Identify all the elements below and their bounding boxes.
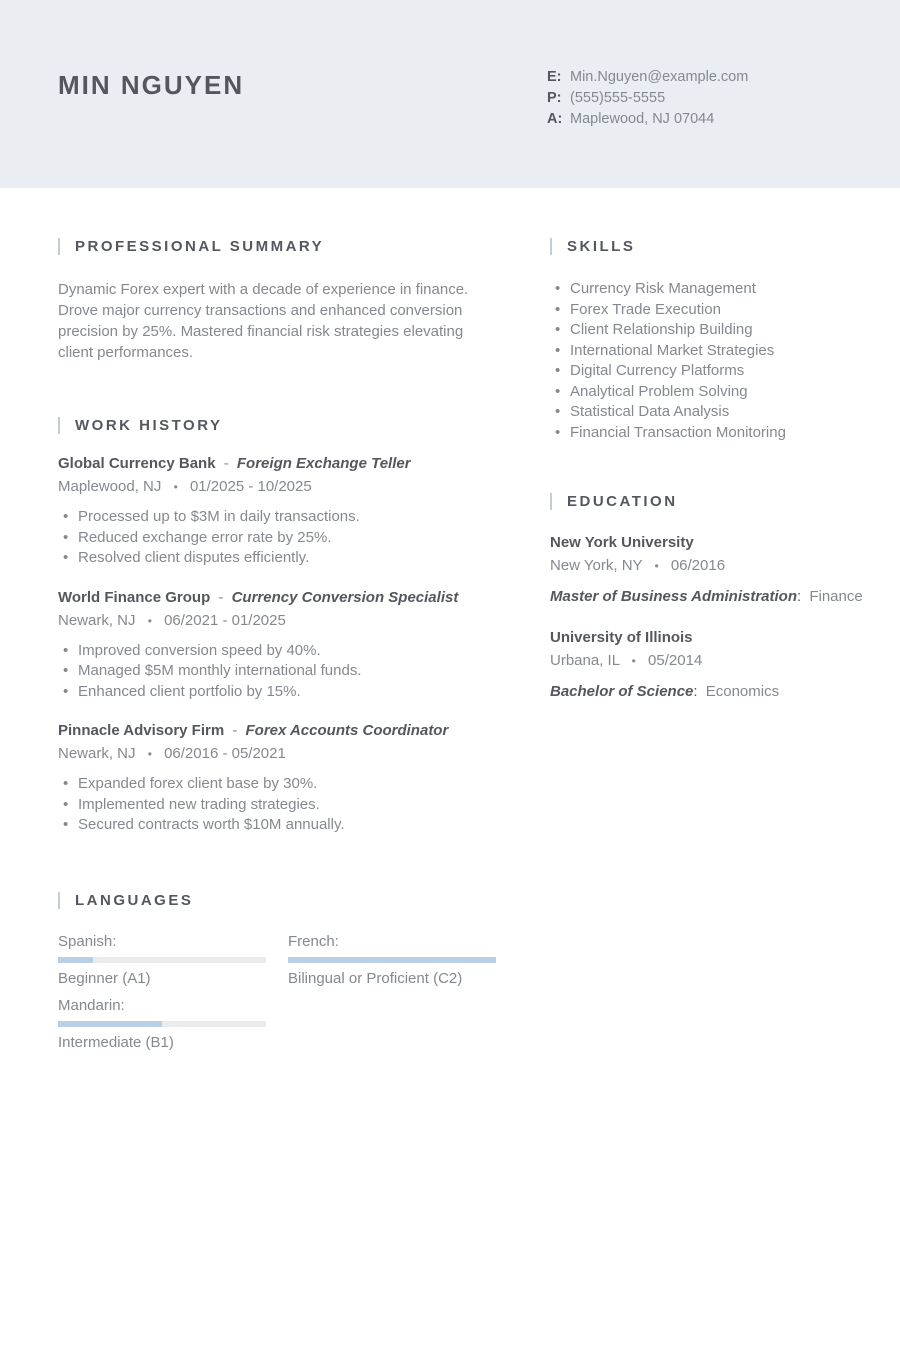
school-name: University of Illinois — [550, 629, 693, 646]
language-progress-track — [58, 957, 266, 963]
skill-text: Currency Risk Management — [570, 280, 756, 297]
language-progress-fill — [288, 957, 496, 963]
candidate-name: MIN NGUYEN — [58, 70, 245, 100]
skill-text: Analytical Problem Solving — [570, 382, 748, 400]
job-role: Forex Accounts Coordinator — [245, 722, 449, 739]
summary-section — [58, 238, 498, 363]
language-level: Beginner (A1) — [58, 969, 151, 987]
job-bullet — [58, 774, 498, 795]
job-bullet-text: Managed $5M monthly international funds. — [78, 662, 362, 679]
job-bullet — [58, 641, 498, 662]
job-bullet — [58, 682, 498, 703]
job-bullet-text: Implemented new trading strategies. — [78, 795, 320, 813]
section-divider-bar — [550, 238, 552, 255]
address-label: A: — [547, 111, 563, 127]
language-level: Intermediate (B1) — [58, 1033, 174, 1051]
job-entry — [58, 455, 498, 569]
section-title-summary — [58, 238, 498, 255]
left-column — [58, 238, 498, 1051]
section-title-languages — [58, 892, 498, 909]
job-separator: - — [232, 722, 238, 739]
contact-email-row — [547, 70, 748, 85]
job-heading — [58, 589, 498, 606]
degree-line — [550, 588, 880, 605]
job-bullets — [58, 507, 498, 569]
language-item — [58, 997, 266, 1051]
bullet-icon: • — [63, 662, 69, 679]
language-item — [288, 933, 496, 987]
section-divider-bar — [58, 238, 60, 255]
bullet-icon: • — [555, 280, 561, 297]
bullet-icon: • — [63, 682, 69, 700]
skill-item — [550, 361, 880, 382]
job-meta — [58, 612, 498, 629]
degree-colon: : — [797, 588, 802, 605]
degree-line — [550, 683, 880, 700]
language-item — [58, 933, 266, 987]
job-entry — [58, 589, 498, 703]
address-value: Maplewood, NJ 07044 — [570, 111, 715, 127]
job-bullet-text: Reduced exchange error rate by 25%. — [78, 528, 332, 546]
skill-text: Digital Currency Platforms — [570, 362, 745, 379]
bullet-icon: • — [63, 641, 69, 659]
bullet-icon: • — [555, 341, 561, 359]
education-entry — [550, 534, 880, 605]
bullet-icon: • — [555, 382, 561, 400]
job-bullet — [58, 661, 498, 682]
skill-text: Forex Trade Execution — [570, 300, 721, 318]
job-company: World Finance Group — [58, 588, 211, 606]
language-name: Spanish: — [58, 932, 117, 950]
job-company: Pinnacle Advisory Firm — [58, 722, 225, 739]
job-role: Currency Conversion Specialist — [231, 588, 459, 606]
languages-grid — [58, 933, 498, 1051]
languages-title: LANGUAGES — [75, 891, 194, 909]
education-title: EDUCATION — [567, 493, 678, 510]
section-divider-bar — [550, 493, 552, 510]
job-heading — [58, 722, 498, 739]
language-progress-fill — [58, 957, 93, 963]
job-bullet-text: Resolved client disputes efficiently. — [78, 549, 310, 566]
job-meta — [58, 745, 498, 762]
bullet-icon: • — [555, 321, 561, 338]
language-name: French: — [288, 932, 339, 950]
contact-address-row — [547, 112, 748, 127]
email-label: E: — [547, 69, 562, 85]
language-name: Mandarin: — [58, 996, 125, 1014]
job-bullets — [58, 774, 498, 836]
phone-value: (555)555-5555 — [570, 90, 666, 106]
skill-item — [550, 300, 880, 321]
job-dates: 06/2021 - 01/2025 — [164, 611, 286, 629]
section-divider-bar — [58, 892, 60, 909]
bullet-icon: • — [63, 549, 69, 566]
bullet-icon: • — [555, 300, 561, 318]
dot-separator-icon: • — [654, 559, 659, 573]
education-section — [550, 493, 880, 700]
bullet-icon: • — [555, 423, 561, 441]
school-meta — [550, 652, 880, 669]
contact-phone-row — [547, 91, 748, 106]
job-bullet — [58, 507, 498, 528]
job-bullet-text: Enhanced client portfolio by 15%. — [78, 682, 301, 700]
email-value: Min.Nguyen@example.com — [570, 69, 749, 85]
job-bullet — [58, 528, 498, 549]
job-role: Foreign Exchange Teller — [236, 455, 411, 472]
school-location: Urbana, IL — [550, 652, 620, 669]
job-meta — [58, 478, 498, 495]
job-dates: 06/2016 - 05/2021 — [164, 745, 286, 762]
right-column — [550, 238, 880, 724]
language-progress-fill — [58, 1021, 162, 1027]
school-meta — [550, 557, 880, 574]
bullet-icon: • — [63, 816, 69, 833]
skill-item — [550, 423, 880, 444]
degree-name: Master of Business Administration — [550, 588, 797, 605]
dot-separator-icon: • — [147, 613, 152, 628]
job-bullet — [58, 815, 498, 836]
section-title-work-history — [58, 417, 498, 434]
school-dates: 05/2014 — [648, 652, 703, 669]
section-title-skills — [550, 238, 880, 255]
languages-section — [58, 892, 498, 1051]
summary-title: PROFESSIONAL SUMMARY — [75, 238, 325, 255]
skills-section — [550, 238, 880, 443]
job-company: Global Currency Bank — [58, 455, 216, 472]
phone-label: P: — [547, 90, 562, 106]
skills-title: SKILLS — [567, 238, 636, 255]
job-separator: - — [223, 455, 229, 472]
skill-item — [550, 341, 880, 362]
bullet-icon: • — [555, 403, 561, 420]
section-divider-bar — [58, 417, 60, 434]
skill-text: Statistical Data Analysis — [570, 403, 730, 420]
bullet-icon: • — [555, 362, 561, 379]
job-location: Newark, NJ — [58, 611, 136, 629]
degree-colon: : — [693, 683, 698, 700]
skill-text: Client Relationship Building — [570, 321, 753, 338]
bullet-icon: • — [63, 795, 69, 813]
job-dates: 01/2025 - 10/2025 — [189, 478, 312, 495]
dot-separator-icon: • — [173, 480, 178, 494]
job-bullet — [58, 548, 498, 569]
job-location: Newark, NJ — [58, 745, 136, 762]
school-dates: 06/2016 — [670, 557, 726, 574]
language-progress-track — [58, 1021, 266, 1027]
education-entry — [550, 629, 880, 700]
degree-field: Finance — [809, 588, 863, 605]
section-title-education — [550, 493, 880, 510]
skill-item — [550, 279, 880, 300]
job-bullets — [58, 641, 498, 703]
job-bullet-text: Secured contracts worth $10M annually. — [78, 816, 345, 833]
job-bullet — [58, 795, 498, 816]
job-heading — [58, 455, 498, 472]
bullet-icon: • — [63, 508, 69, 525]
language-progress-track — [288, 957, 496, 963]
skill-item — [550, 382, 880, 403]
work-history-title: WORK HISTORY — [75, 417, 223, 434]
degree-name: Bachelor of Science — [550, 683, 694, 700]
language-level: Bilingual or Proficient (C2) — [288, 969, 463, 987]
job-bullet-text: Expanded forex client base by 30%. — [78, 775, 318, 792]
bullet-icon: • — [63, 528, 69, 546]
job-entry — [58, 722, 498, 836]
contact-block — [547, 70, 748, 133]
skills-list — [550, 279, 880, 443]
skill-text: Financial Transaction Monitoring — [570, 423, 786, 441]
skill-item — [550, 320, 880, 341]
dot-separator-icon: • — [631, 654, 636, 668]
school-location: New York, NY — [550, 557, 643, 574]
bullet-icon: • — [63, 775, 69, 792]
summary-text: Dynamic Forex expert with a decade of experience in finance. Drove major currency transactions and enhanced conversion precision by 25%. Mastered financial risk strategies elevating client performances. — [58, 281, 469, 361]
resume-header — [0, 0, 900, 188]
work-history-section — [58, 417, 498, 836]
job-separator: - — [218, 588, 224, 606]
job-bullet-text: Processed up to $3M in daily transactions. — [78, 508, 360, 525]
job-bullet-text: Improved conversion speed by 40%. — [78, 641, 321, 659]
degree-field: Economics — [705, 683, 780, 700]
dot-separator-icon: • — [147, 747, 152, 761]
job-location: Maplewood, NJ — [58, 478, 162, 495]
skill-text: International Market Strategies — [570, 341, 775, 359]
school-name: New York University — [550, 534, 694, 551]
skill-item — [550, 402, 880, 423]
